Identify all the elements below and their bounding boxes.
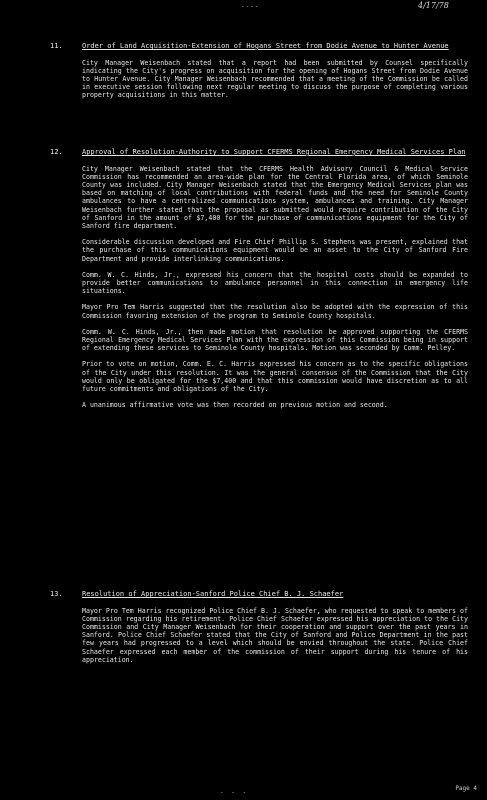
handwritten-date: 4/17/78: [418, 1, 449, 10]
agenda-item-13: [50, 590, 468, 672]
item-paragraph: Prior to vote on motion, Comm. E. C. Harris expressed his concern as to the specific obligations of the City under this resolution. It was the general consensus of the Commission that the City would only be obligated for the $7,400 and that this commission would have discretion as to all future commitments and obligations of the City.: [82, 360, 468, 393]
item-title: Resolution of Appreciation-Sanford Police Chief B. J. Schaefer: [82, 590, 344, 598]
agenda-item-11: [50, 42, 468, 108]
agenda-item-12: [50, 148, 468, 417]
item-paragraph: City Manager Weisenbach stated that a report had been submitted by Counsel specifically indicating the City's progress on acquisition for the opening of Hogans Street from Dodie Avenue to Hunter Avenue. City Manager Weisenbach recommended that a meeting of the Commission be called in executive session following next regular meeting to discuss the purpose of completing various property acquisitions in this matter.: [82, 58, 468, 100]
item-number: 12.: [50, 148, 63, 156]
item-title: Order of Land Acquisition-Extension of Hogans Street from Dodie Avenue to Hunter Avenue: [82, 42, 449, 50]
item-number: 11.: [50, 42, 63, 50]
item-paragraph: Comm. W. C. Hinds, Jr., then made motion that resolution be approved supporting the CFERMS Regional Emergency Medical Services Plan with the expression of this Commission being in support of extending these services to Seminole County hospitals. Motion was seconded by Comm. Pelley.: [82, 327, 468, 353]
item-number: 13.: [50, 590, 63, 598]
item-paragraph: Mayor Pro Tem Harris recognized Police Chief B. J. Schaefer, who requested to speak to members of Commission regarding his retirement. Police Chief Schaefer expressed his appreciation to the City Commission and City Manager Weisenbach for their cooperation and support over the past years in Sanford. Police Chief Schaefer stated that the City of Sanford and Police Department in the past few years had progressed to a level which should be envied throughout the state. Police Chief Schaefer expressed each member of the commission of their support during his tenure of his appreciation.: [82, 606, 468, 664]
footer-mark: - - -: [220, 789, 249, 796]
item-paragraph: City Manager Weisenbach stated that the CFERMS Health Advisory Council & Medical Service Commission has recommended an area-wide plan for the Central Florida area, of which Seminole County was included. City Manager Weisenbach stated that the Emergency Medical Services plan was based on matching of local contributions with federal funds and the need for Seminole County ambulances to have a centralized communications system, ambulances and training. City Manager Weisenbach further stated that the proposal as submitted would require contribution of the City of Sanford in the amount of $7,400 for the purchase of communications equipment for the City of Sanford fire department.: [82, 164, 468, 230]
item-paragraph: Comm. W. C. Hinds, Jr., expressed his concern that the hospital costs should be expanded to provide better communications to ambulance personnel in this connection in emergency life situations.: [82, 270, 468, 296]
item-paragraph: Considerable discussion developed and Fire Chief Phillip S. Stephens was present, explained that the purchase of this communications equipment would be an asset to the City of Sanford Fire Department and provide interlinking communications.: [82, 238, 468, 263]
header-mark: ----: [241, 3, 260, 10]
item-paragraph: Mayor Pro Tem Harris suggested that the resolution also be adopted with the expression of this Commission favoring extension of the program to Seminole County hospitals.: [82, 303, 468, 320]
item-paragraph: A unanimous affirmative vote was then recorded on previous motion and second.: [82, 401, 388, 410]
item-title: Approval of Resolution-Authority to Support CFERMS Regional Emergency Medical Services Plan: [82, 148, 466, 156]
page-number: Page 4: [455, 785, 477, 792]
